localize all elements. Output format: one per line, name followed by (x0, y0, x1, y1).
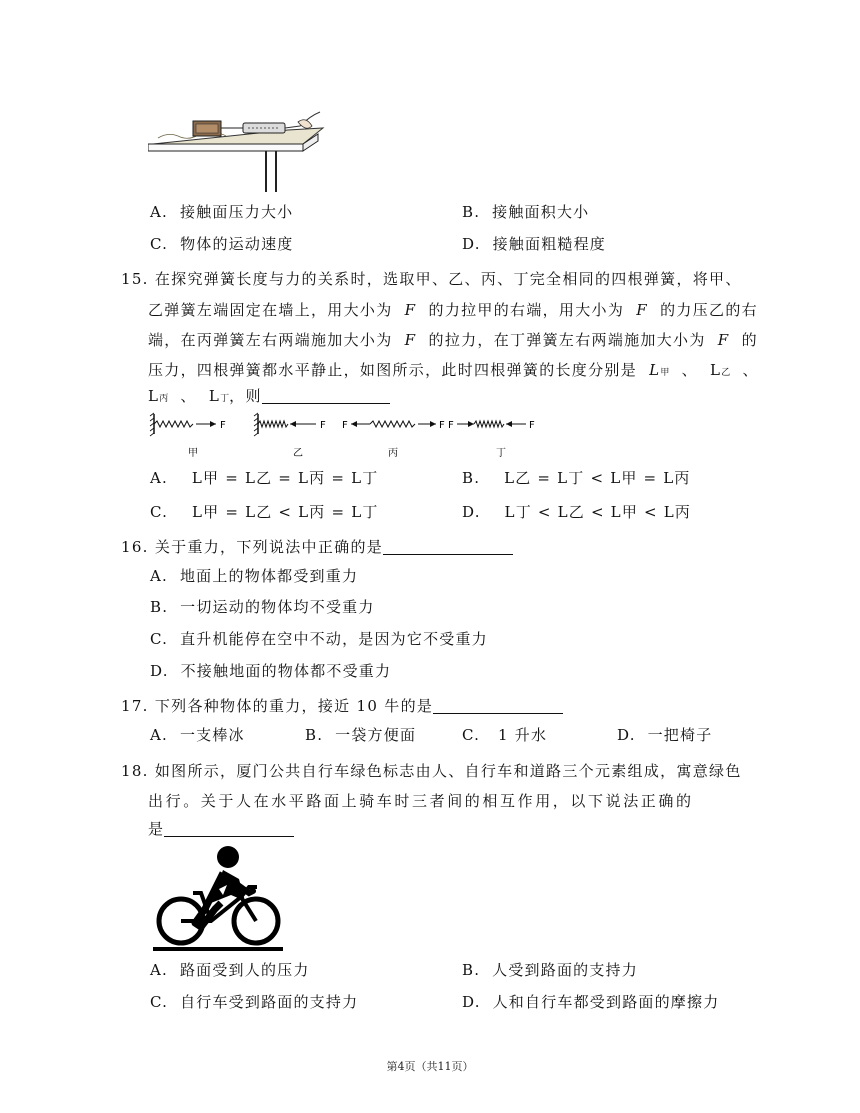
q16-stem (121, 536, 513, 557)
option-letter: B. (462, 203, 481, 221)
q18-option-d[interactable] (462, 992, 719, 1012)
q15-line1 (121, 268, 742, 289)
q18-line1 (121, 760, 742, 781)
q16-option-c[interactable] (150, 629, 488, 649)
page-number: 第4页（共11页） (386, 1060, 474, 1073)
option-text: 一把椅子 (647, 726, 713, 744)
q17-option-a[interactable] (150, 725, 245, 745)
option-text: 不接触地面的物体都不受重力 (180, 662, 392, 680)
option-text: 接触面积大小 (492, 203, 590, 221)
option-letter: A. (150, 469, 169, 487)
q15-option-a[interactable] (150, 468, 378, 488)
option-text: 自行车受到路面的支持力 (180, 993, 359, 1011)
answer-blank[interactable] (262, 387, 390, 404)
length-symbol: L (649, 361, 661, 379)
answer-blank[interactable] (164, 820, 294, 837)
q15-option-b[interactable] (462, 468, 691, 488)
text-span: 乙弹簧左端固定在墙上，用大小为 (148, 301, 393, 319)
q15-option-c[interactable] (150, 502, 379, 522)
question-number: 16. (121, 538, 149, 556)
option-text: L甲 = L乙 = L丙 = L丁 (191, 469, 379, 487)
force-symbol: F (404, 331, 417, 349)
q15-option-d[interactable] (462, 502, 691, 522)
question-text: 下列各种物体的重力，接近 10 牛的是 (154, 697, 434, 715)
option-text: 人受到路面的支持力 (492, 961, 638, 979)
option-text: 地面上的物体都受到重力 (179, 567, 359, 585)
length-symbol: L (148, 387, 160, 405)
option-letter: D. (617, 726, 636, 744)
option-text: L乙 = L丁 < L甲 = L丙 (504, 469, 691, 487)
text-span: 的力压乙的右 (660, 301, 758, 319)
springs-figure (148, 412, 558, 460)
option-letter: C. (150, 235, 169, 253)
question-number: 15. (121, 270, 149, 288)
q18-option-a[interactable] (150, 960, 310, 980)
option-text: L丁 < L乙 < L甲 < L丙 (504, 503, 692, 521)
text-span: 的力拉甲的右端，用大小为 (428, 301, 625, 319)
text-span: 压力，四根弹簧都水平静止，如图所示，此时四根弹簧的长度分别是 (148, 361, 638, 379)
q15-line5 (148, 385, 390, 406)
option-letter: B. (150, 598, 169, 616)
option-letter: B. (305, 726, 324, 744)
friction-experiment-figure (148, 108, 328, 194)
q15-line4 (148, 359, 759, 380)
option-letter: A. (150, 567, 169, 585)
spring-ding-force-right-label: F (529, 420, 535, 431)
option-letter: C. (150, 503, 169, 521)
q18-option-c[interactable] (150, 992, 358, 1012)
spring-bing-label: 丙 (388, 448, 398, 459)
q17-option-c[interactable] (462, 725, 547, 745)
option-letter: D. (150, 662, 169, 680)
q15-line3 (148, 329, 758, 350)
text-span: 的拉力，在丁弹簧左右两端施加大小为 (428, 331, 706, 349)
length-symbol: L (710, 361, 722, 379)
q14-option-c[interactable] (150, 234, 293, 254)
option-text: 一切运动的物体均不受重力 (180, 598, 375, 616)
option-letter: C. (150, 630, 169, 648)
option-letter: A. (150, 726, 169, 744)
q15-line2 (148, 299, 758, 320)
subscript: 甲 (660, 368, 670, 378)
option-text: 物体的运动速度 (180, 235, 294, 253)
question-text: 如图所示，厦门公共自行车绿色标志由人、自行车和道路三个元素组成，寓意绿色 (154, 762, 742, 780)
question-text: 在探究弹簧长度与力的关系时，选取甲、乙、丙、丁完全相同的四根弹簧，将甲、 (154, 270, 742, 288)
text-span: 端，在丙弹簧左右两端施加大小为 (148, 331, 393, 349)
length-symbol: L (208, 387, 221, 405)
spring-yi-force-label: F (320, 420, 326, 431)
force-symbol: F (404, 301, 417, 319)
spring-jia-label: 甲 (188, 448, 198, 459)
option-text: 一支棒冰 (179, 726, 245, 744)
option-text: L甲 = L乙 < L丙 = L丁 (192, 503, 379, 521)
spring-ding-label: 丁 (496, 448, 506, 459)
q18-line2 (148, 790, 694, 811)
page-footer (0, 1058, 860, 1074)
q18-line3 (148, 818, 294, 839)
force-symbol: F (717, 331, 730, 349)
question-number: 18. (121, 762, 149, 780)
question-number: 17. (121, 697, 149, 715)
text-span: ，则 (229, 387, 262, 405)
q17-stem (121, 695, 563, 716)
option-text: 路面受到人的压力 (179, 961, 310, 979)
answer-blank[interactable] (433, 697, 563, 714)
option-letter: D. (462, 503, 481, 521)
option-text: 接触面压力大小 (179, 203, 294, 221)
question-text: 是 (148, 820, 165, 838)
option-letter: A. (150, 961, 169, 979)
option-letter: D. (462, 993, 481, 1011)
spring-yi-label: 乙 (293, 448, 303, 459)
option-text: 直升机能停在空中不动，是因为它不受重力 (180, 630, 488, 648)
q16-option-b[interactable] (150, 597, 375, 617)
question-text: 出行。关于人在水平路面上骑车时三者间的相互作用，以下说法正确的 (148, 792, 694, 810)
separator: 、 (180, 387, 197, 405)
option-text: 接触面粗糙程度 (492, 235, 607, 253)
spring-ding-force-left-label: F (448, 420, 454, 431)
spring-bing-force-right-label: F (439, 420, 445, 431)
option-letter: D. (462, 235, 481, 253)
cyclist-logo-figure (153, 843, 283, 953)
question-text: 关于重力，下列说法中正确的是 (154, 538, 384, 556)
q17-option-d[interactable] (617, 725, 712, 745)
option-letter: A. (150, 203, 169, 221)
answer-blank[interactable] (383, 538, 513, 555)
q16-option-a[interactable] (150, 566, 358, 586)
q17-option-b[interactable] (305, 725, 416, 745)
option-letter: B. (462, 961, 481, 979)
spring-bing-force-left-label: F (342, 420, 348, 431)
separator: 、 (742, 361, 759, 379)
option-text: 人和自行车都受到路面的摩擦力 (492, 993, 720, 1011)
force-symbol: F (636, 301, 648, 319)
option-letter: B. (462, 469, 481, 487)
option-text: 一袋方便面 (335, 726, 417, 744)
q16-option-d[interactable] (150, 661, 391, 681)
text-span: 的 (741, 331, 758, 349)
subscript: 丙 (159, 394, 169, 404)
q14-option-b[interactable] (462, 202, 589, 222)
subscript: 乙 (721, 368, 731, 378)
q14-option-a[interactable] (150, 202, 293, 222)
q18-option-b[interactable] (462, 960, 638, 980)
separator: 、 (681, 361, 698, 379)
spring-jia-force-label: F (220, 420, 226, 431)
option-text: 1 升水 (498, 726, 548, 744)
subscript: 丁 (220, 394, 230, 404)
q14-option-d[interactable] (462, 234, 606, 254)
option-letter: C. (462, 726, 481, 744)
option-letter: C. (150, 993, 169, 1011)
